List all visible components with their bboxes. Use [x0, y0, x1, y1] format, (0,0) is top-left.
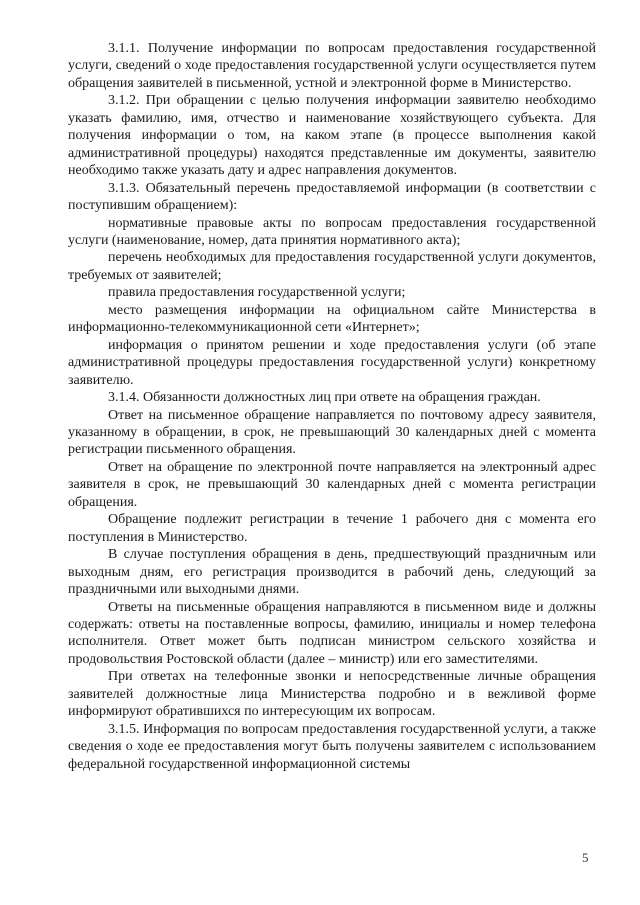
- list-item-decision: информация о принятом решении и ходе предоставления услуги (об этапе административной процедуры предоставления государственной услуги) конкретному заявителю.: [68, 337, 596, 388]
- paragraph-3-1-4: 3.1.4. Обязанности должностных лиц при ответе на обращения граждан.: [108, 390, 541, 406]
- paragraph-written-reply: Ответ на письменное обращение направляется по почтовому адресу заявителя, указанному в обращении, в срок, не превышающий 30 календарных дней с момента регистрации письменного обращения.: [68, 407, 596, 458]
- paragraph-3-1-2: 3.1.2. При обращении с целью получения информации заявителю необходимо указать фамилию, имя, отчество и наименование хозяйствующего субъекта. Для получения информации о том, на каком этапе (в процессе выполнения какой административной процедуры) находятся представленные им документы, заявителю необходимо также указать дату и адрес направления документов.: [68, 93, 596, 179]
- list-item-documents: перечень необходимых для предоставления государственной услуги документов, требуемых от заявителей;: [68, 250, 596, 283]
- paragraph-3-1-5: 3.1.5. Информация по вопросам предоставления государственной услуги, а также сведения о ходе ее предоставления могут быть получены заявителем с использованием федеральной государственной информационной системы: [68, 721, 596, 772]
- page-number: 5: [582, 850, 589, 865]
- document-body: [68, 40, 596, 773]
- list-item-rules: правила предоставления государственной услуги;: [108, 285, 406, 301]
- paragraph-email-reply: Ответ на обращение по электронной почте направляется на электронный адрес заявителя в срок, не превышающий 30 календарных дней с момента регистрации обращения.: [68, 459, 596, 510]
- paragraph-3-1-1: 3.1.1. Получение информации по вопросам предоставления государственной услуги, сведений о ходе предоставления государственной услуги осуществляется путем обращения заявителей в письменной, устной и электронной форме в Министерство.: [68, 41, 596, 91]
- paragraph-registration: Обращение подлежит регистрации в течение 1 рабочего дня с момента его поступления в Министерство.: [68, 512, 596, 545]
- paragraph-holidays: В случае поступления обращения в день, предшествующий праздничным или выходным дням, его регистрация производится в рабочий день, следующий за праздничными или выходными днями.: [68, 547, 596, 598]
- paragraph-phone-calls: При ответах на телефонные звонки и непосредственные личные обращения заявителей должностные лица Министерства подробно и в вежливой форме информируют обратившихся по интересующим их вопросам.: [68, 669, 596, 720]
- paragraph-reply-content: Ответы на письменные обращения направляются в письменном виде и должны содержать: ответы на поставленные вопросы, фамилию, инициалы и номер телефона исполнителя. Ответ может быть подписан министром сельского хозяйства и продовольствия Ростовской области (далее – министр) или его заместителями.: [68, 599, 596, 667]
- list-item-website: место размещения информации на официальном сайте Министерства в информационно-телекоммуникационной сети «Интернет»;: [68, 302, 596, 336]
- list-item-normative-acts: нормативные правовые акты по вопросам предоставления государственной услуги (наименование, номер, дата принятия нормативного акта);: [68, 215, 596, 248]
- paragraph-3-1-3: 3.1.3. Обязательный перечень предоставляемой информации (в соответствии с поступившим обращением):: [68, 180, 596, 214]
